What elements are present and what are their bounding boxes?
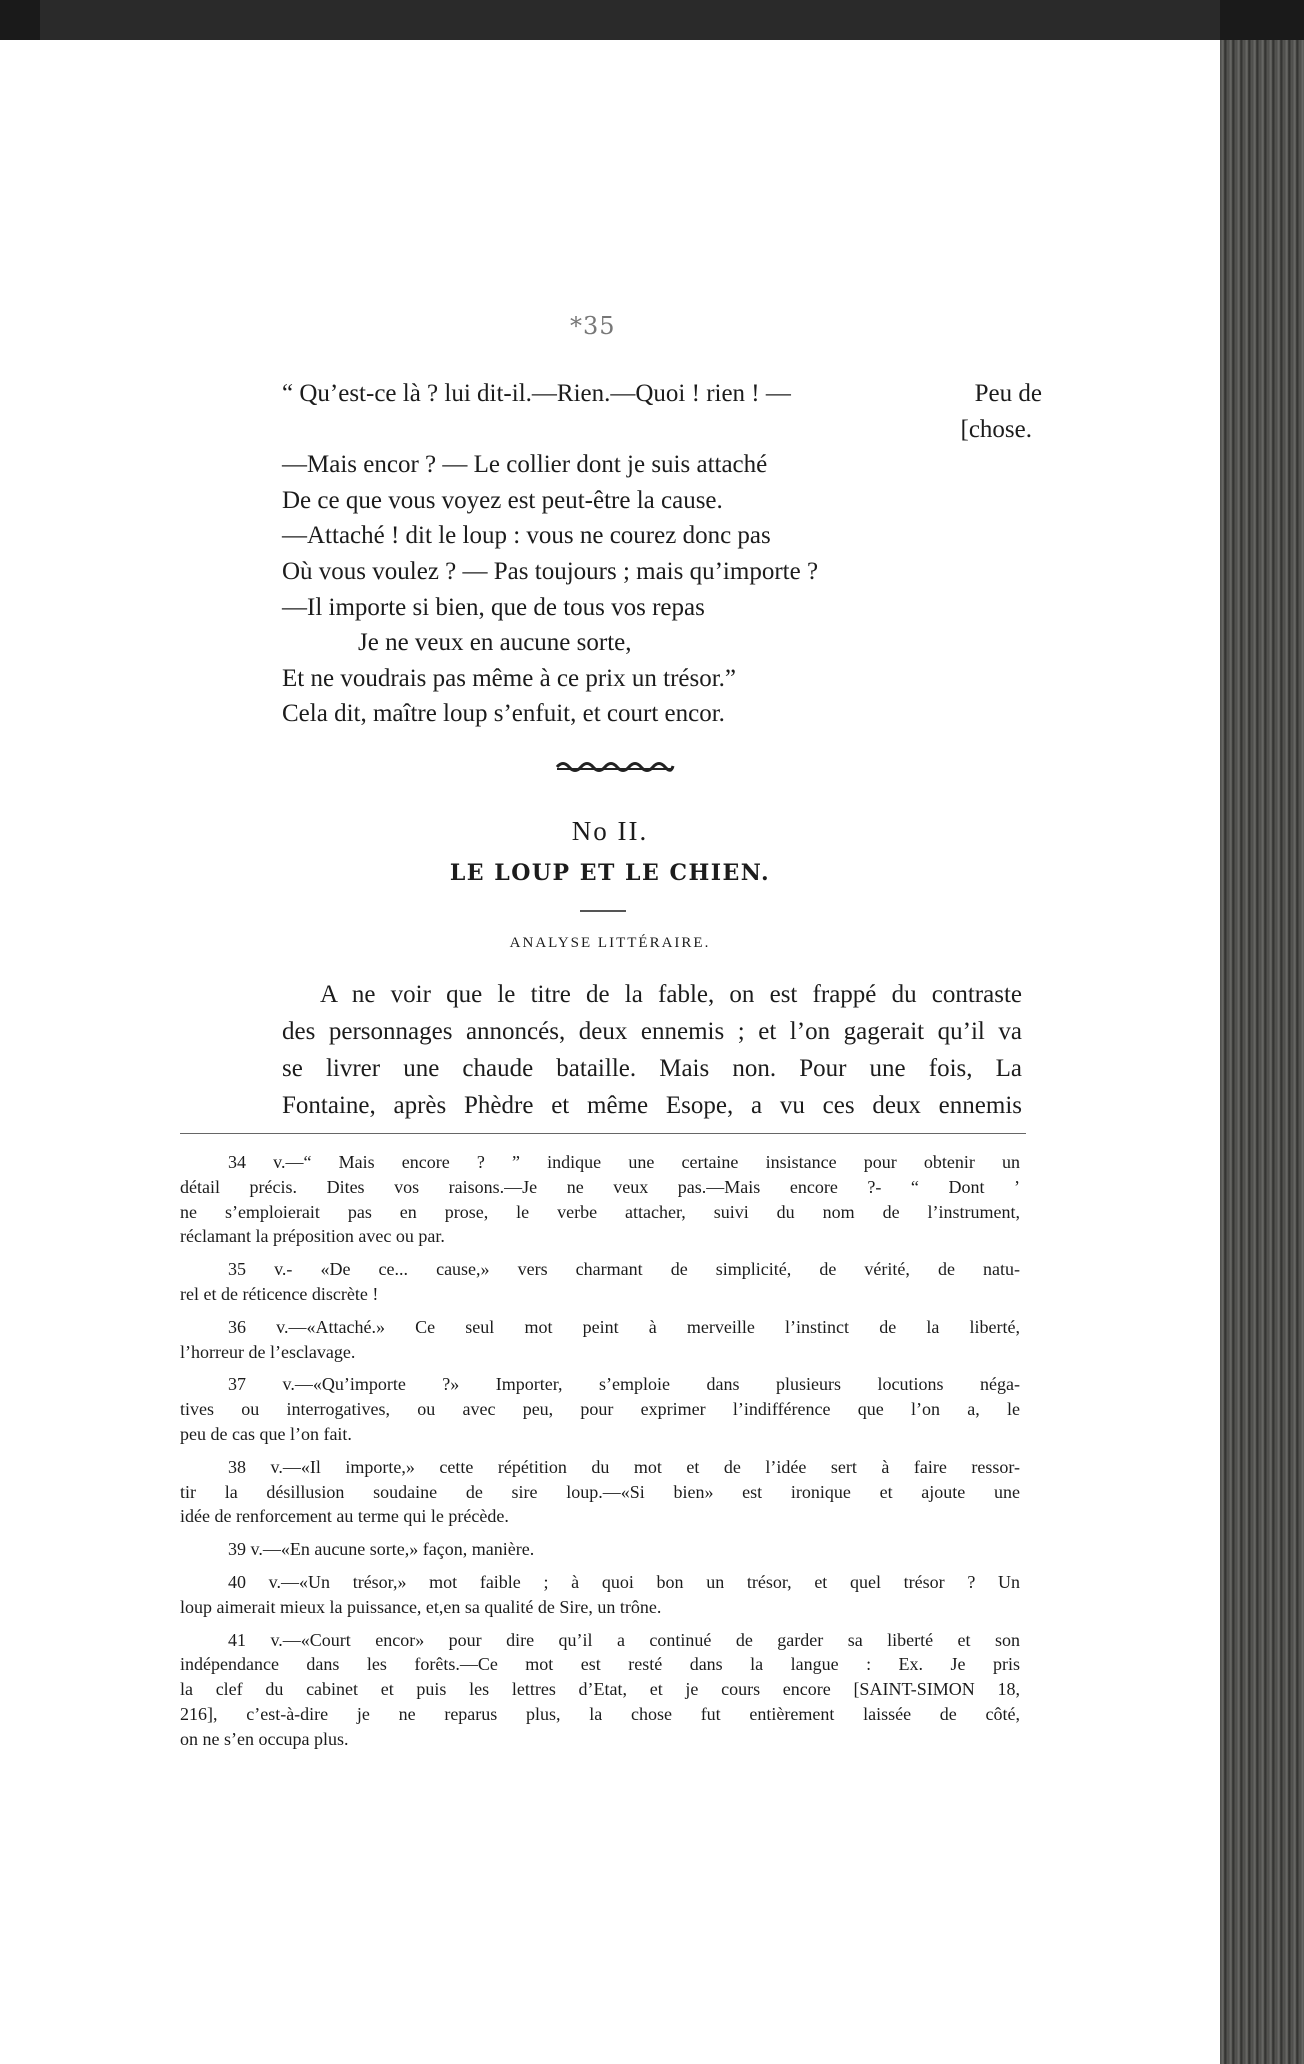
footnote-separator	[180, 1133, 1026, 1134]
footnote-line: 38 v.—«Il importe,» cette répétition du mot et de l’idée sert à faire ressor-	[228, 1456, 1020, 1477]
section-title: LE LOUP ET LE CHIEN.	[449, 860, 771, 886]
footnote-line: tir la désillusion soudaine de sire loup.—«Si bien» est ironique et ajoute une	[180, 1481, 1020, 1502]
footnote-line: 35 v.- «De ce... cause,» vers charmant de simplicité, de vérité, de natu-	[228, 1259, 1020, 1280]
footnote	[180, 1315, 1020, 1365]
footnote	[180, 1628, 1020, 1752]
footnote	[180, 1570, 1020, 1620]
poem-line: Où vous voulez ? — Pas toujours ; mais qu’importe ?	[282, 557, 819, 585]
poem-line-continuation: [chose.	[960, 415, 1032, 443]
footnote-line: 37 v.—«Qu’importe ?» Importer, s’emploie dans plusieurs locutions néga-	[228, 1374, 1020, 1395]
footnote	[180, 1537, 1020, 1562]
poem-line: —Il importe si bien, que de tous vos repas	[282, 593, 705, 621]
footnote-line: tives ou interrogatives, ou avec peu, pour exprimer l’indifférence que l’on a, le	[180, 1399, 1020, 1420]
footnote-line: idée de renforcement au terme qui le précède.	[180, 1506, 509, 1527]
footnote-line: on ne s’en occupa plus.	[180, 1728, 349, 1749]
footnote-line: rel et de réticence discrète !	[180, 1283, 379, 1304]
footnote	[180, 1257, 1020, 1307]
footnote-line: détail précis. Dites vos raisons.—Je ne veux pas.—Mais encore ?- “ Dont ’	[180, 1176, 1020, 1197]
footnote-line: l’horreur de l’esclavage.	[180, 1341, 356, 1362]
analysis-heading: ANALYSE LITTÉRAIRE.	[509, 935, 711, 951]
footnotes	[180, 1150, 1020, 1760]
footnote-line: la clef du cabinet et puis les lettres d’Etat, et je cours encore [SAINT-SIMON 18,	[180, 1679, 1020, 1700]
section-number: No II.	[571, 816, 649, 846]
analysis-line: se livrer une chaude bataille. Mais non. Pour une fois, La	[282, 1055, 1022, 1082]
footnote	[180, 1372, 1020, 1446]
analysis-line: A ne voir que le titre de la fable, on est frappé du contraste	[320, 981, 1022, 1008]
footnote-line: 39 v.—«En aucune sorte,» façon, manière.	[228, 1539, 535, 1560]
footnote-line: 34 v.—“ Mais encore ? ” indique une certaine insistance pour obtenir un	[228, 1152, 1020, 1172]
poem-line	[282, 376, 1042, 412]
ornament-divider	[555, 758, 675, 772]
poem-line: Cela dit, maître loup s’enfuit, et court encor.	[282, 700, 725, 728]
page-number: *35	[570, 312, 616, 340]
analysis-paragraph	[282, 976, 1022, 1124]
poem-line: Et ne voudrais pas même à ce prix un trésor.”	[282, 664, 737, 692]
poem-line-indented: Je ne veux en aucune sorte,	[358, 629, 632, 657]
footnote-line: peu de cas que l’on fait.	[180, 1423, 352, 1444]
analysis-line: Fontaine, après Phèdre et même Esope, a vu ces deux ennemis	[282, 1092, 1022, 1119]
footnote-line: 36 v.—«Attaché.» Ce seul mot peint à merveille l’instinct de la liberté,	[228, 1316, 1020, 1337]
poem-block	[282, 376, 1042, 732]
footnote	[180, 1150, 1020, 1249]
footnote-line: réclamant la préposition avec ou par.	[180, 1226, 445, 1247]
poem-line-text: “ Qu’est-ce là ? lui dit-il.—Rien.—Quoi ! rien ! —	[282, 380, 791, 407]
footnote-line: loup aimerait mieux la puissance, et,en sa qualité de Sire, un trône.	[180, 1596, 662, 1617]
poem-line: —Mais encor ? — Le collier dont je suis attaché	[282, 451, 768, 479]
analysis-line: des personnages annoncés, deux ennemis ; et l’on gagerait qu’il va	[282, 1018, 1022, 1045]
book-page-edges	[1220, 40, 1304, 2064]
scan-top-border	[0, 0, 1304, 40]
title-rule	[580, 910, 626, 912]
poem-line-end: Peu de	[974, 380, 1042, 407]
footnote	[180, 1455, 1020, 1529]
poem-line: —Attaché ! dit le loup : vous ne courez donc pas	[282, 522, 771, 550]
footnote-line: 41 v.—«Court encor» pour dire qu’il a continué de garder sa liberté et son	[228, 1629, 1020, 1650]
footnote-line: 40 v.—«Un trésor,» mot faible ; à quoi bon un trésor, et quel trésor ? Un	[228, 1571, 1020, 1592]
footnote-line: 216], c’est-à-dire je ne reparus plus, la chose fut entièrement laissée de côté,	[180, 1703, 1020, 1724]
footnote-line: ne s’emploierait pas en prose, le verbe attacher, suivi du nom de l’instrument,	[180, 1201, 1020, 1222]
poem-line: De ce que vous voyez est peut-être la cause.	[282, 486, 723, 514]
footnote-line: indépendance dans les forêts.—Ce mot est resté dans la langue : Ex. Je pris	[180, 1654, 1020, 1675]
